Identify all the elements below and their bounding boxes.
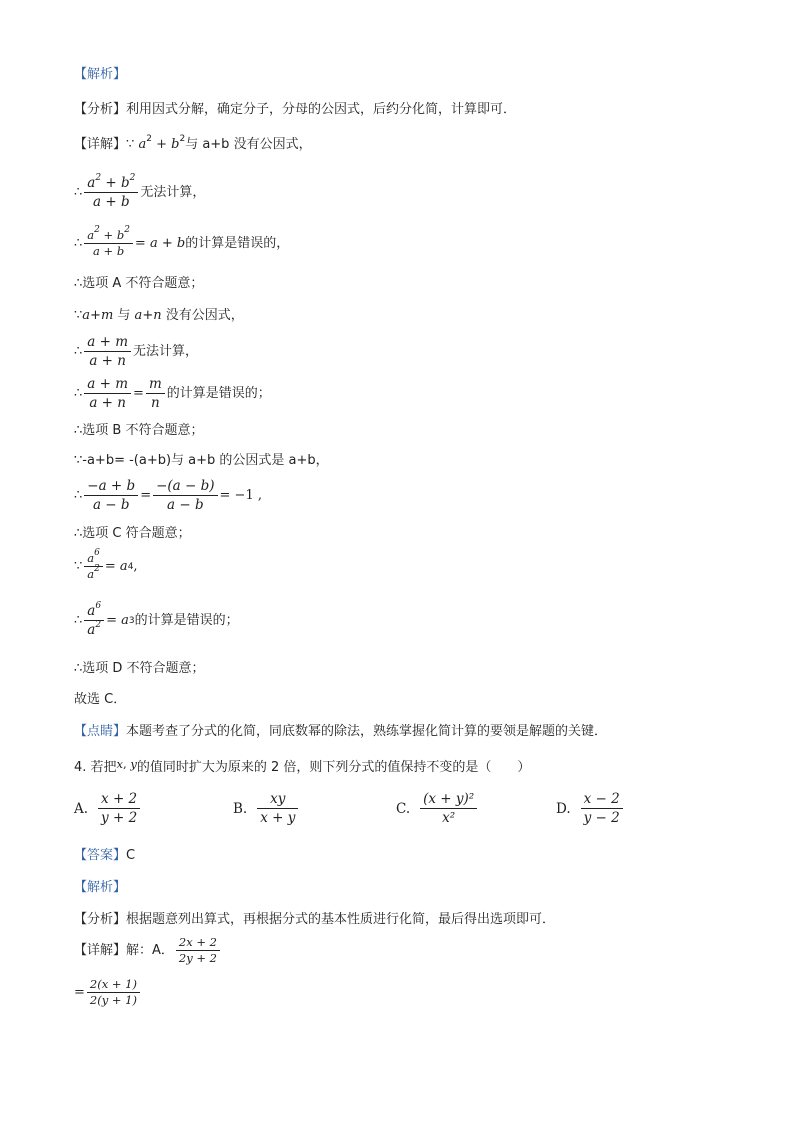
detail2-line-1 — [74, 935, 222, 966]
detail-line-3: ∴ $\frac{a^2 + b^2}{a + b}$ = a + b 的计算是错误的， — [74, 225, 290, 258]
option-b — [233, 790, 300, 827]
comment-text: 本题考查了分式的化简，同底数幂的除法，熟练掌握化简计算的要领是解题的关键． — [126, 724, 608, 739]
comment-line — [74, 723, 607, 741]
analysis-text-2: 根据题意列出算式，再根据分式的基本性质进行化简，最后得出选项即可． — [126, 912, 556, 927]
detail2-text: 解：A． — [126, 942, 174, 958]
option-c-fraction: $\frac{\text{(x + y)²}}{\text{x²}}$ — [420, 790, 477, 827]
option-c — [396, 790, 479, 827]
detail-line-6-tail: 无法计算， — [133, 343, 199, 359]
fraction: $\frac{-(a - b)}{a - b}$ — [153, 477, 217, 514]
analysis-text: 利用因式分解，确定分子，分母的公因式，后约分化简，计算即可． — [126, 102, 517, 117]
question-4-stem: 4. 若把x, y的值同时扩大为原来的 2 倍，则下列分式的值保持不变的是（ ） — [74, 757, 531, 775]
analysis-line-2 — [74, 911, 555, 929]
detail-line-7: ∴ $\frac{a + m}{a + n}$ = $\frac{m}{n}$ 的计算是错误的； — [74, 376, 271, 411]
detail-tag-2: 【详解】 — [74, 942, 127, 958]
detail-line-3-tail: 的计算是错误的， — [185, 235, 290, 251]
answer-line — [74, 847, 135, 865]
option-b-fraction: $\frac{xy}{x + y}$ — [257, 790, 298, 827]
option-c-label: C. — [396, 800, 411, 817]
detail-line-7-tail: 的计算是错误的； — [166, 385, 271, 401]
detail-line-1: 【详解】∵ $a^2 + b^2$与 a+b 没有公因式， — [74, 134, 312, 152]
option-d-label: D. — [556, 800, 571, 817]
fraction: $\frac{-a + b}{a - b}$ — [84, 477, 138, 514]
detail-line-5-tail: 没有公因式， — [165, 308, 244, 323]
detail-line-5: ∵a+m 与 a+n 没有公因式， — [74, 308, 244, 323]
fraction: $\frac{a + m}{a + n}$ — [84, 375, 131, 412]
detail-line-6: ∴ $\frac{a + m}{a + n}$ 无法计算， — [74, 334, 199, 369]
analysis-tag: 【分析】 — [74, 102, 127, 117]
option-a — [74, 790, 142, 827]
fraction: $\frac{2x + 2}{2y + 2}$ — [176, 935, 220, 966]
detail-line-4: ∴选项 A 不符合题意； — [74, 276, 204, 291]
detail-line-11: ∴选项 C 符合题意； — [74, 526, 191, 541]
detail-line-10: ∴ $\frac{-a + b}{a - b}$ = $\frac{-(a - b)}{a - b}$ = −1 , — [74, 478, 262, 513]
detail-line-2: ∴ $\frac{a^2 + b^2}{a + b}$ 无法计算， — [74, 173, 206, 210]
answer-tag: 【答案】 — [74, 848, 127, 863]
fraction: $\frac{a^6}{a^2}$ — [84, 551, 103, 582]
section-jiexi-heading: 【解析】 — [74, 67, 127, 82]
detail-line-13: ∴ $\frac{a^6}{a^2}$ = a 3 的计算是错误的； — [74, 601, 239, 638]
analysis-line — [74, 101, 516, 119]
option-a-label: A. — [74, 800, 89, 817]
question-4-stem-a: 4. 若把 — [74, 760, 117, 775]
fraction: $\frac{a^6}{a^2}$ — [84, 602, 104, 639]
section-jiexi-heading-2: 【解析】 — [74, 880, 127, 895]
question-4-stem-b: 的值同时扩大为原来的 2 倍，则下列分式的值保持不变的是（ ） — [136, 760, 531, 775]
detail-line-9: ∵-a+b= -(a+b)与 a+b 的公因式是 a+b， — [74, 453, 329, 468]
option-d-fraction: $\frac{x - 2}{y - 2}$ — [581, 790, 623, 827]
fraction: $\frac{a^2 + b^2}{a + b}$ — [84, 228, 133, 259]
fraction: $\frac{a^2 + b^2}{a + b}$ — [84, 174, 138, 211]
comment-tag: 【点睛】 — [74, 724, 127, 739]
fraction: $\frac{2(x + 1)}{2(y + 1)}$ — [87, 977, 140, 1008]
answer-value: C — [126, 848, 136, 863]
analysis-tag-2: 【分析】 — [74, 912, 127, 927]
detail-line-1-tail: 与 a+b 没有公因式， — [185, 137, 312, 152]
option-a-fraction: $\frac{x + 2}{y + 2}$ — [98, 790, 140, 827]
detail-line-13-tail: 的计算是错误的； — [134, 612, 239, 628]
fraction: $\frac{a + m}{a + n}$ — [84, 333, 131, 370]
detail-tag: 【详解】 — [74, 137, 127, 152]
detail-line-12: ∵ $\frac{a^6}{a^2}$ = a 4 , — [74, 548, 138, 581]
option-b-label: B. — [233, 800, 248, 817]
detail2-line-2: = $\frac{2(x + 1)}{2(y + 1)}$ — [74, 977, 142, 1008]
detail-line-15: 故选 C． — [74, 692, 127, 707]
detail-line-14: ∴选项 D 不符合题意； — [74, 661, 205, 676]
detail-line-2-tail: 无法计算， — [140, 184, 206, 200]
option-d — [556, 790, 625, 827]
detail-line-8: ∴选项 B 不符合题意； — [74, 423, 204, 438]
fraction: $\frac{m}{n}$ — [146, 375, 165, 412]
